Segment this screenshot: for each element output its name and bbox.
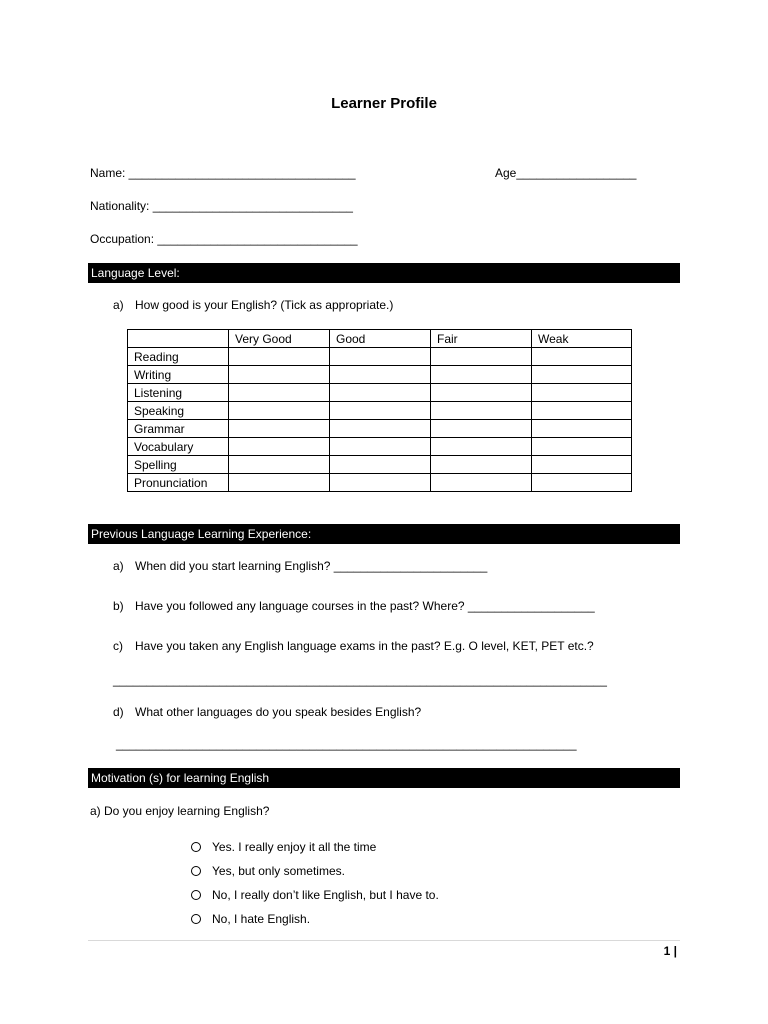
option-enjoy-sometimes[interactable] xyxy=(191,864,345,878)
question-text: How good is your English? (Tick as appropriate.) xyxy=(135,298,394,312)
tick-cell[interactable] xyxy=(532,366,632,384)
tick-cell[interactable] xyxy=(532,456,632,474)
option-label: Yes. I really enjoy it all the time xyxy=(212,840,377,854)
tick-cell[interactable] xyxy=(330,456,431,474)
nationality-field[interactable]: Nationality: ______________________________ xyxy=(90,199,353,213)
tick-cell[interactable] xyxy=(431,348,532,366)
tick-cell[interactable] xyxy=(532,438,632,456)
footer-divider xyxy=(88,940,680,941)
section-header-previous-experience: Previous Language Learning Experience: xyxy=(88,524,680,544)
question-label: c) xyxy=(113,639,123,653)
tick-cell[interactable] xyxy=(229,420,330,438)
name-field[interactable]: Name: __________________________________ xyxy=(90,166,356,180)
tick-cell[interactable] xyxy=(330,384,431,402)
tick-cell[interactable] xyxy=(532,384,632,402)
tick-cell[interactable] xyxy=(431,384,532,402)
table-row xyxy=(128,366,632,384)
table-row xyxy=(128,420,632,438)
table-header-cell: Good xyxy=(330,330,431,348)
table-row xyxy=(128,348,632,366)
tick-cell[interactable] xyxy=(330,438,431,456)
table-header-cell: Weak xyxy=(532,330,632,348)
section-header-language-level: Language Level: xyxy=(88,263,680,283)
question-text[interactable]: Have you followed any language courses in the past? Where? ___________________ xyxy=(135,599,595,613)
skill-label: Pronunciation xyxy=(128,474,229,492)
tick-cell[interactable] xyxy=(330,420,431,438)
option-hate[interactable] xyxy=(191,912,310,926)
tick-cell[interactable] xyxy=(330,402,431,420)
age-field[interactable]: Age__________________ xyxy=(495,166,637,180)
tick-cell[interactable] xyxy=(431,420,532,438)
skills-table xyxy=(127,329,632,492)
skill-label: Reading xyxy=(128,348,229,366)
tick-cell[interactable] xyxy=(431,366,532,384)
question-b xyxy=(113,599,595,613)
skill-label: Listening xyxy=(128,384,229,402)
skill-label: Grammar xyxy=(128,420,229,438)
language-level-question xyxy=(113,298,393,312)
table-row xyxy=(128,438,632,456)
tick-cell[interactable] xyxy=(431,456,532,474)
tick-cell[interactable] xyxy=(229,402,330,420)
section-header-motivation: Motivation (s) for learning English xyxy=(88,768,680,788)
option-label: No, I hate English. xyxy=(212,912,311,926)
table-header-cell xyxy=(128,330,229,348)
skill-label: Vocabulary xyxy=(128,438,229,456)
tick-cell[interactable] xyxy=(431,402,532,420)
radio-circle-icon[interactable] xyxy=(191,890,201,900)
table-row xyxy=(128,384,632,402)
answer-line-c[interactable]: __________________________________________________________________________ xyxy=(113,673,607,687)
option-dislike[interactable] xyxy=(191,888,439,902)
question-text[interactable]: When did you start learning English? _______________________ xyxy=(135,559,488,573)
tick-cell[interactable] xyxy=(532,402,632,420)
radio-circle-icon[interactable] xyxy=(191,866,201,876)
tick-cell[interactable] xyxy=(229,456,330,474)
tick-cell[interactable] xyxy=(330,366,431,384)
tick-cell[interactable] xyxy=(532,420,632,438)
motivation-question: a) Do you enjoy learning English? xyxy=(90,804,270,818)
question-label: a) xyxy=(113,559,124,573)
tick-cell[interactable] xyxy=(431,438,532,456)
skill-label: Speaking xyxy=(128,402,229,420)
tick-cell[interactable] xyxy=(229,474,330,492)
page-title: Learner Profile xyxy=(331,95,437,112)
tick-cell[interactable] xyxy=(431,474,532,492)
question-label: b) xyxy=(113,599,124,613)
option-label: No, I really don’t like English, but I have to. xyxy=(212,888,439,902)
tick-cell[interactable] xyxy=(532,474,632,492)
skill-label: Spelling xyxy=(128,456,229,474)
radio-circle-icon[interactable] xyxy=(191,842,201,852)
question-c xyxy=(113,639,594,653)
question-text: What other languages do you speak besides English? xyxy=(135,705,422,719)
answer-line-d[interactable]: _____________________________________________________________________ xyxy=(116,737,577,751)
occupation-field[interactable]: Occupation: ______________________________ xyxy=(90,232,358,246)
question-d xyxy=(113,705,421,719)
skill-label: Writing xyxy=(128,366,229,384)
table-row xyxy=(128,456,632,474)
radio-circle-icon[interactable] xyxy=(191,914,201,924)
table-header-cell: Very Good xyxy=(229,330,330,348)
tick-cell[interactable] xyxy=(229,438,330,456)
table-row xyxy=(128,402,632,420)
option-label: Yes, but only sometimes. xyxy=(212,864,345,878)
tick-cell[interactable] xyxy=(330,348,431,366)
question-text: Have you taken any English language exams in the past? E.g. O level, KET, PET etc.? xyxy=(135,639,594,653)
tick-cell[interactable] xyxy=(229,348,330,366)
tick-cell[interactable] xyxy=(229,366,330,384)
question-label: a) xyxy=(113,298,124,312)
tick-cell[interactable] xyxy=(229,384,330,402)
table-header-row xyxy=(128,330,632,348)
table-row xyxy=(128,474,632,492)
question-label: d) xyxy=(113,705,124,719)
tick-cell[interactable] xyxy=(330,474,431,492)
question-a xyxy=(113,559,487,573)
page-number: 1 | xyxy=(663,944,677,958)
option-enjoy-always[interactable] xyxy=(191,840,376,854)
tick-cell[interactable] xyxy=(532,348,632,366)
table-header-cell: Fair xyxy=(431,330,532,348)
